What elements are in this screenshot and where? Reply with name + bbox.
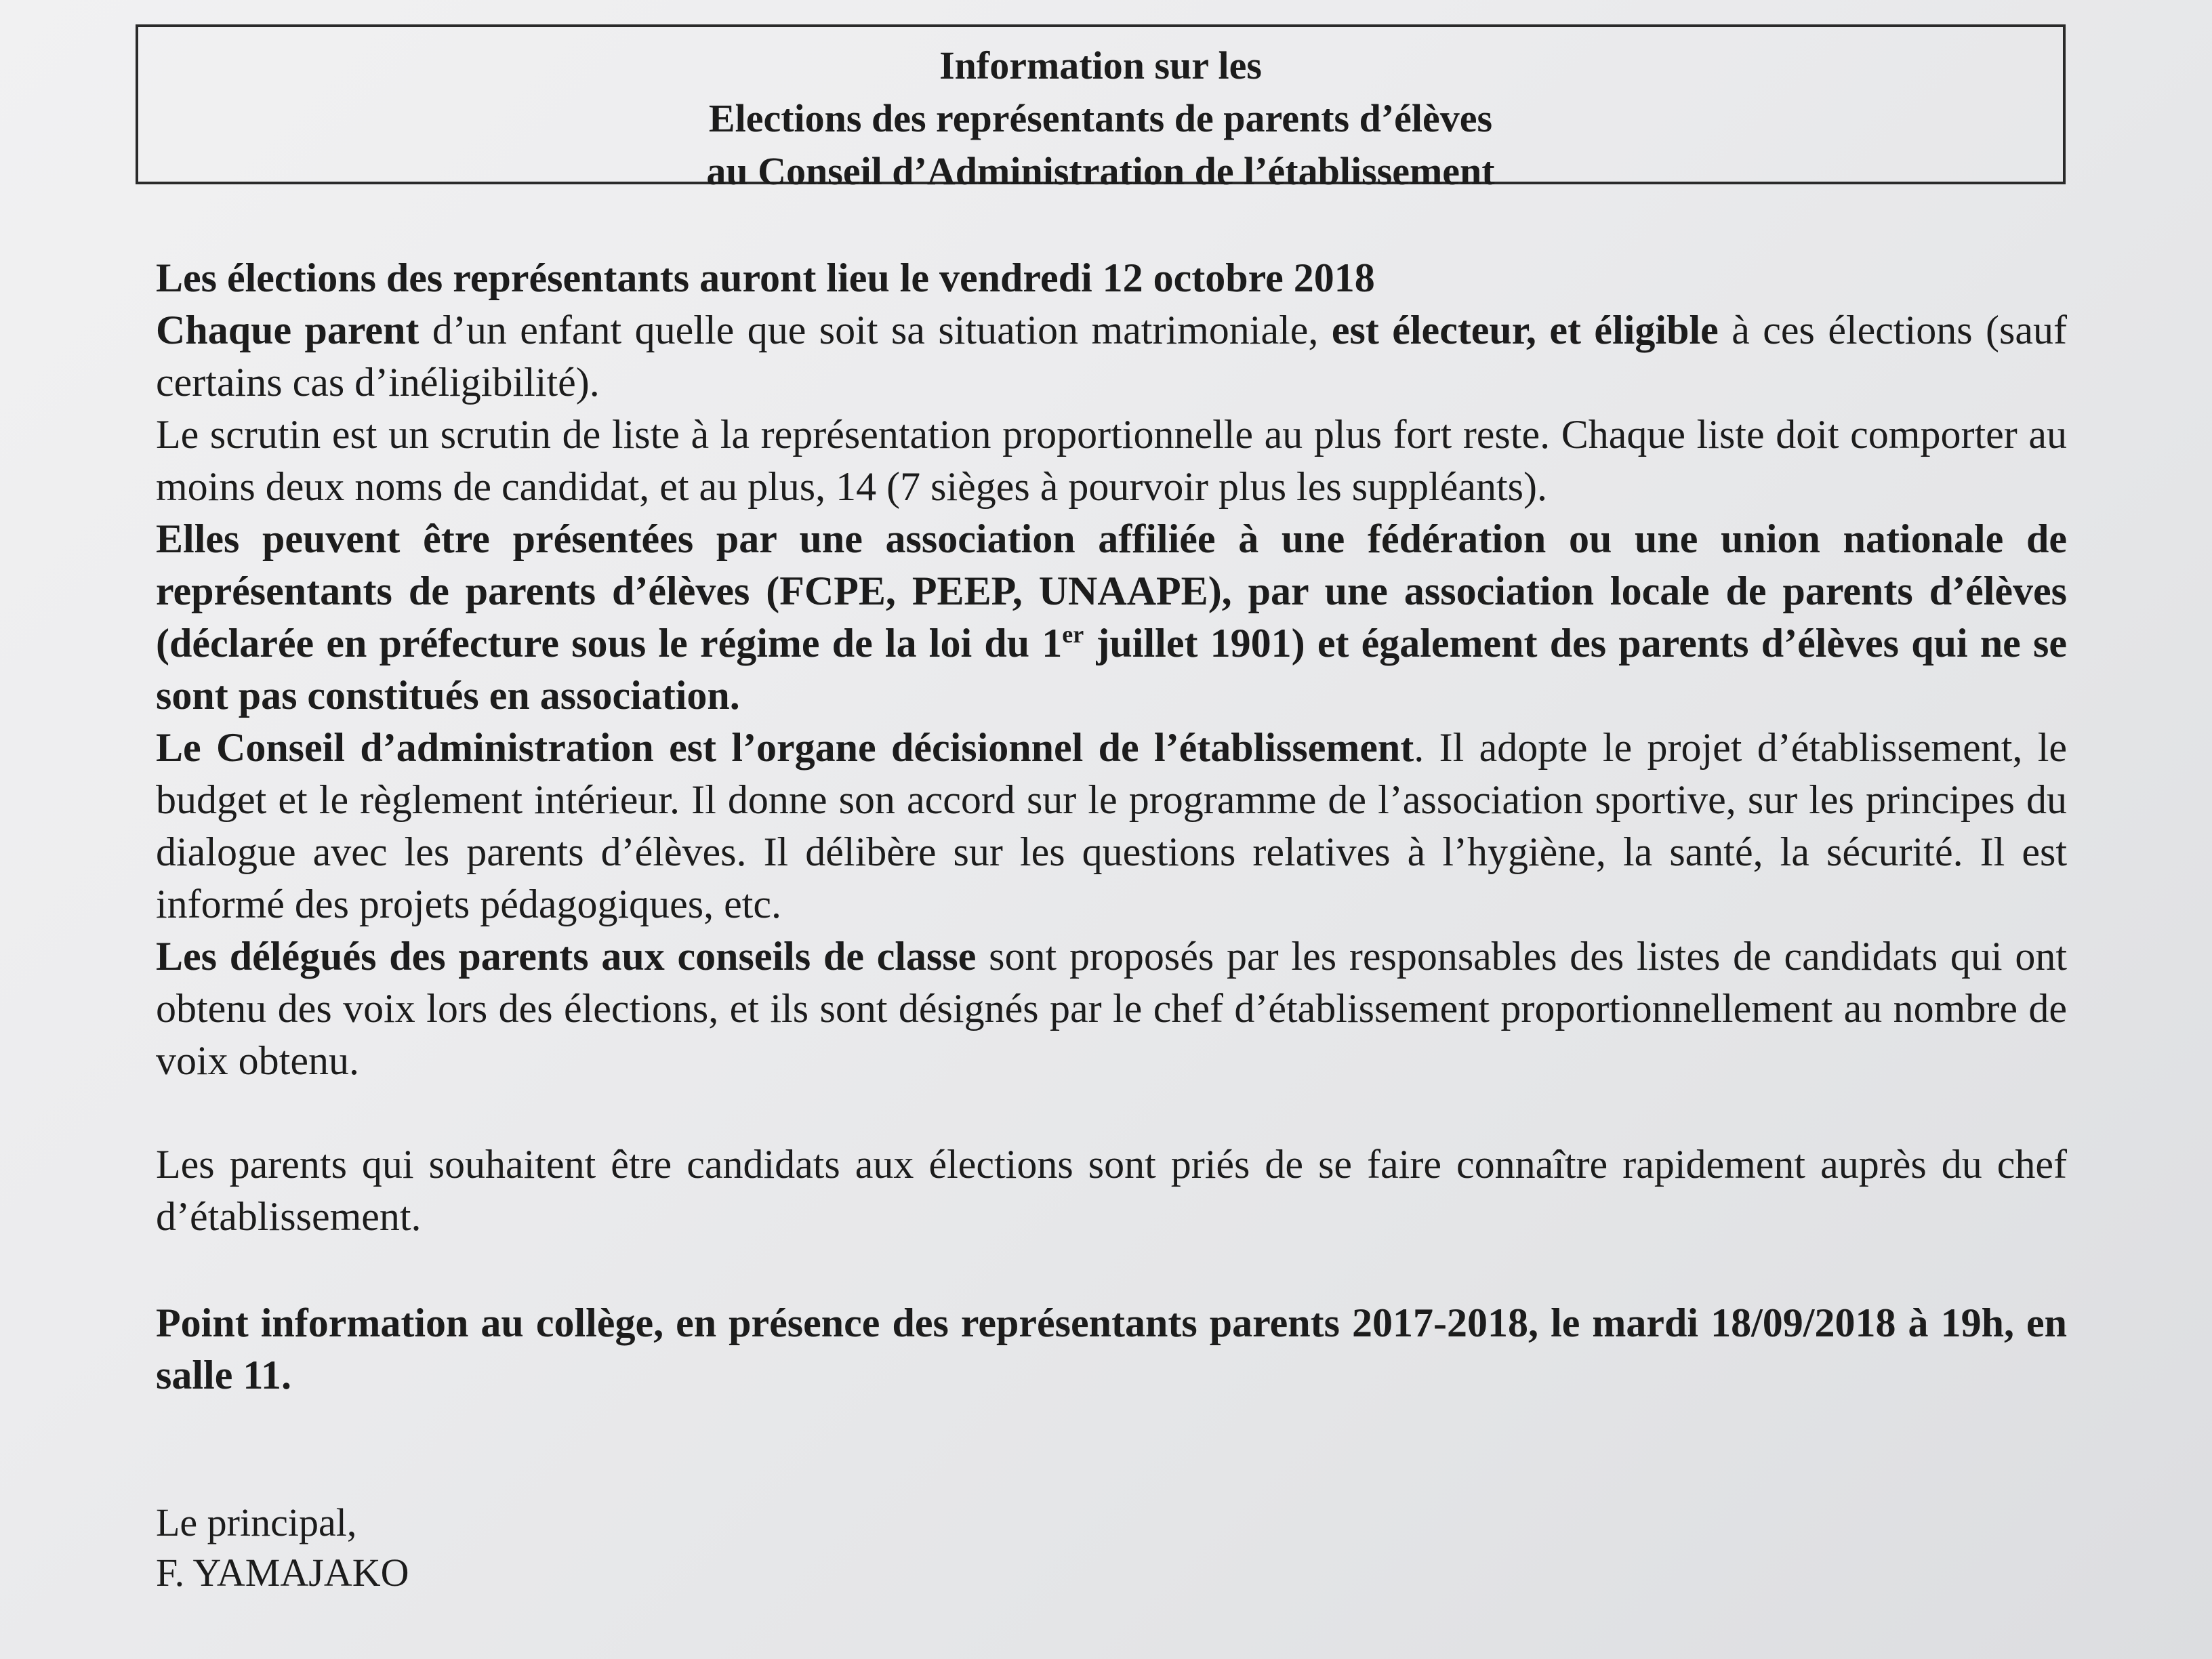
lists-text-1: Elles peuvent être présentées par une association affiliée à une fédération ou une union nationale de représentants de parents d’élèves (FCPE, PEEP, UNAAPE), par une association locale de parents d’élèves (déclarée en préfecture sous le régime de la loi du 1 — [156, 516, 2067, 665]
conseil-text: . Il adopte le projet d’établissement, le budget et le règlement intérieur. Il donne son accord sur le programme de l’association sportive, sur les principes du dialogue avec les parents d’élèves. Il délibère sur les questions relatives à l’hygiène, la santé, la sécurité. Il est informé des projets pédagogiques, etc. — [156, 725, 2068, 926]
paragraph-eligibility — [156, 304, 2067, 409]
lists-superscript: er — [1062, 621, 1084, 648]
eligibility-bold-2: est électeur, et éligible — [1331, 308, 1719, 352]
eligibility-text-2: à ces élections (sauf certains cas d’inéligibilité). — [156, 308, 2067, 405]
spacer — [156, 1243, 2067, 1297]
paragraph-candidats: Les parents qui souhaitent être candidats aux élections sont priés de se faire connaître rapidement auprès du chef d’établissement. — [156, 1142, 2067, 1239]
paragraph-point-information: Point information au collège, en présence des représentants parents 2017-2018, le mardi 18/09/2018 à 19h, en salle 11. — [156, 1300, 2067, 1397]
title-line-2: Elections des représentants de parents d’élèves — [708, 96, 1493, 140]
eligibility-text-1: d’un enfant quelle que soit sa situation matrimoniale, — [419, 308, 1332, 352]
paragraph-delegues — [156, 930, 2067, 1087]
title-line-1: Information sur les — [939, 43, 1262, 87]
signature-name: F. YAMAJAKO — [156, 1551, 409, 1595]
delegues-text: sont proposés par les responsables des listes de candidats qui ont obtenu des voix lors des élections, et ils sont désignés par le chef d’établissement proportionnellement au nombre de voix obtenu. — [156, 934, 2067, 1083]
election-date: Les élections des représentants auront lieu le vendredi 12 octobre 2018 — [156, 255, 1375, 300]
signature-role: Le principal, — [156, 1500, 357, 1544]
lists-text-2: juillet 1901) et également des parents d’élèves qui ne se sont pas constitués en association. — [156, 621, 2067, 718]
delegues-bold: Les délégués des parents aux conseils de classe — [156, 934, 977, 979]
spacer — [156, 1087, 2067, 1139]
title-box — [136, 24, 2066, 193]
title-line-3: au Conseil d’Administration de l’établissement — [706, 149, 1495, 193]
document-body — [156, 252, 2067, 1401]
paragraph-conseil — [156, 722, 2067, 930]
conseil-bold: Le Conseil d’administration est l’organe décisionnel de l’établissement — [156, 725, 1414, 770]
eligibility-bold-1: Chaque parent — [156, 308, 419, 352]
paragraph-lists — [156, 513, 2067, 722]
signature-block — [156, 1498, 409, 1598]
paragraph-scrutin: Le scrutin est un scrutin de liste à la représentation proportionnelle au plus fort reste. Chaque liste doit comporter au moins deux noms de candidat, et au plus, 14 (7 sièges à pourvoir plus les suppléants). — [156, 412, 2067, 509]
